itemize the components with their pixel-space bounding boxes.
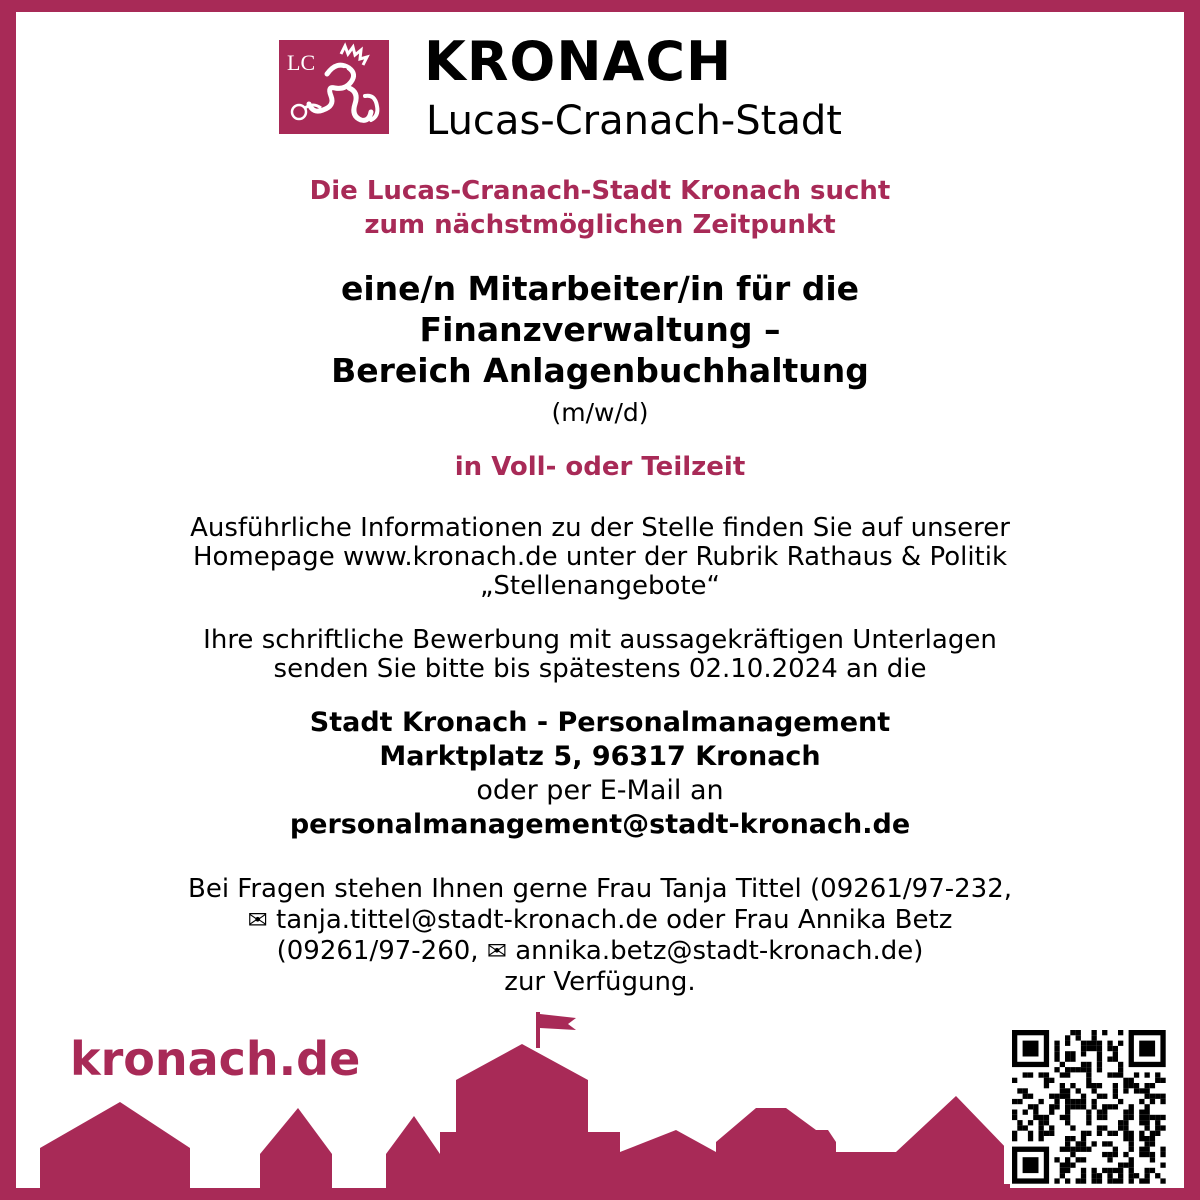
info-line: Homepage www.kronach.de unter der Rubrik Rathaus & Politik xyxy=(192,542,1008,572)
contact-line: Bei Fragen stehen Ihnen gerne Frau Tanja Tittel (09261/97-232, xyxy=(187,874,1013,904)
info-line: Ausführliche Informationen zu der Stelle finden Sie auf unserer xyxy=(190,513,1010,543)
address-street: Marktplatz 5, 96317 Kronach xyxy=(379,741,821,772)
contact-email-tittel[interactable]: tanja.tittel@stadt-kronach.de oder Frau Annika Betz xyxy=(276,905,953,935)
poster xyxy=(16,12,1184,1188)
schedule-note: in Voll- oder Teilzeit xyxy=(454,452,746,482)
application-line: Ihre schriftliche Bewerbung mit aussagekräftigen Unterlagen xyxy=(203,625,997,655)
job-title-line: eine/n Mitarbeiter/in für die xyxy=(340,269,860,308)
address-email-intro: oder per E-Mail an xyxy=(476,775,724,806)
intro-line: zum nächstmöglichen Zeitpunkt xyxy=(364,210,836,240)
city-subtitle: Lucas-Cranach-Stadt xyxy=(426,98,842,144)
intro-line: Die Lucas-Cranach-Stadt Kronach sucht xyxy=(309,176,891,206)
application-line: senden Sie bitte bis spätestens 02.10.2024 an die xyxy=(273,654,927,684)
city-name: KRONACH xyxy=(424,30,733,93)
address-org: Stadt Kronach - Personalmanagement xyxy=(309,707,891,738)
gender-note: (m/w/d) xyxy=(551,398,649,427)
website-link[interactable]: kronach.de xyxy=(70,1032,361,1086)
contact-phone-betz: (09261/97-260, xyxy=(276,936,479,966)
job-title-line: Bereich Anlagenbuchhaltung xyxy=(331,351,869,390)
qr-code-icon xyxy=(1004,1028,1176,1184)
envelope-icon: ✉ xyxy=(486,937,507,965)
info-line: „Stellenangebote“ xyxy=(479,571,721,601)
contact-line: zur Verfügung. xyxy=(504,967,696,997)
job-title-line: Finanzverwaltung – xyxy=(419,310,781,349)
qr-code[interactable] xyxy=(1004,1028,1176,1184)
application-email[interactable]: personalmanagement@stadt-kronach.de xyxy=(289,809,911,840)
contact-email-betz[interactable]: annika.betz@stadt-kronach.de) xyxy=(515,936,924,966)
logo-text: LC xyxy=(287,50,316,75)
envelope-icon: ✉ xyxy=(247,906,268,934)
skyline-illustration xyxy=(16,12,1184,1188)
